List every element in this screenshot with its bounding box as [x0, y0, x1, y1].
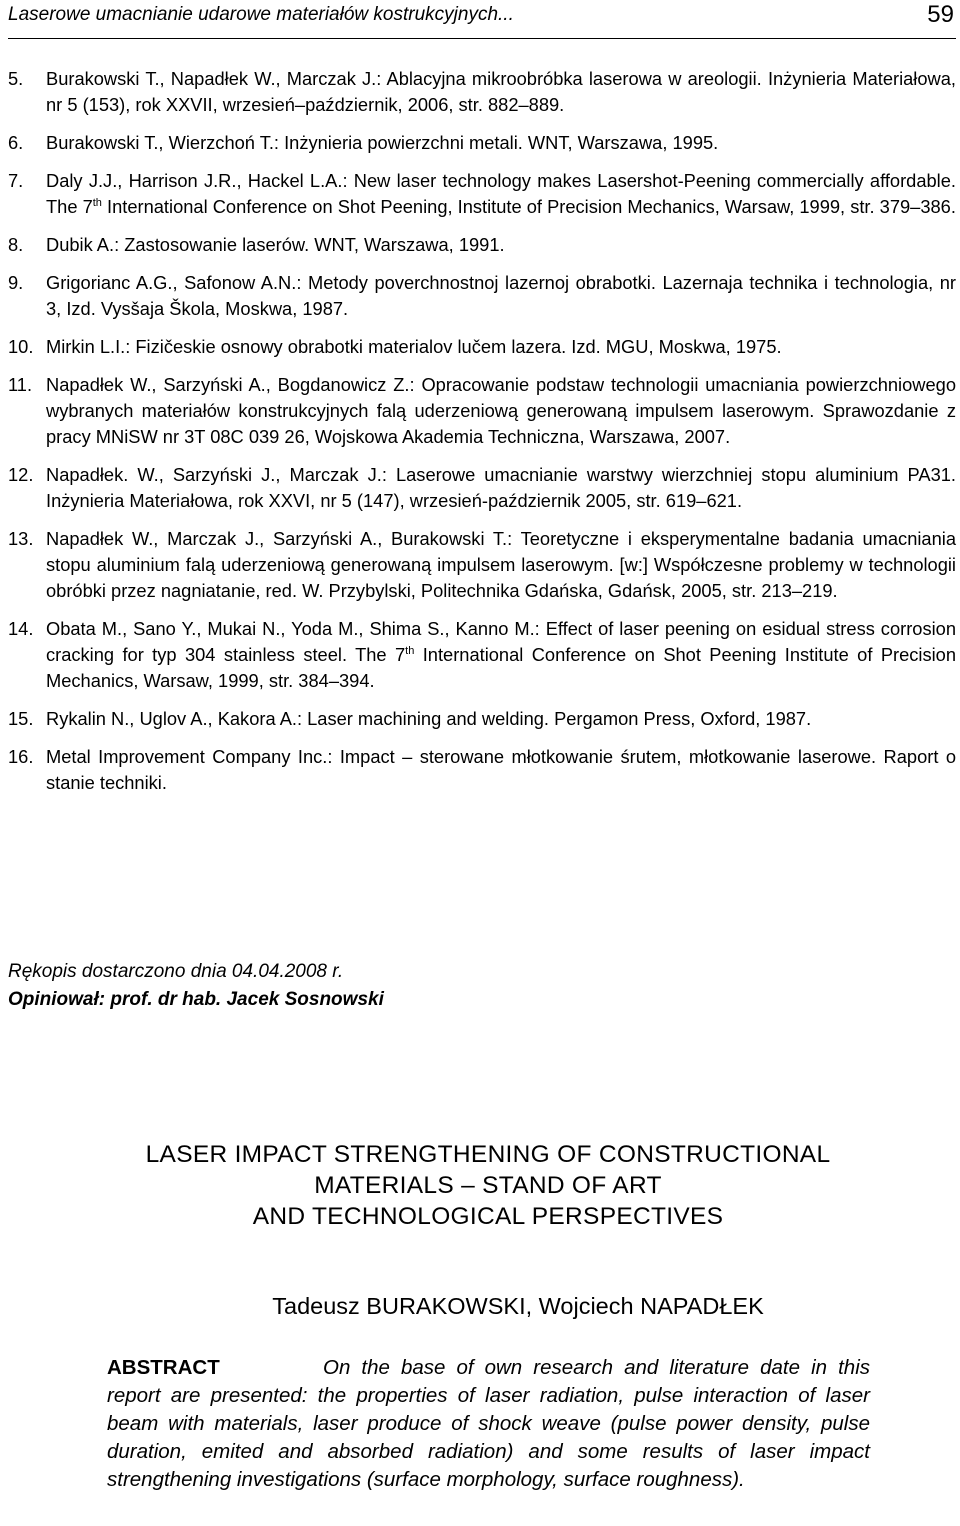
reference-item: [8, 706, 956, 732]
reference-number: 6.: [8, 132, 24, 153]
reference-text: Burakowski T., Wierzchoń T.: Inżynieria powierzchni metali. WNT, Warszawa, 1995.: [46, 132, 719, 153]
title-line: LASER IMPACT STRENGTHENING OF CONSTRUCTIONAL: [145, 1141, 831, 1168]
reference-number: 8.: [8, 234, 24, 255]
reference-text-part: Daly J.J., Harrison J.R., Hackel L.A.: New laser technology makes Lasershot-Peening commercially affordable. The 7: [46, 170, 956, 217]
reference-item: [8, 372, 956, 450]
reference-text: [46, 616, 956, 694]
reference-text: Napadłek. W., Sarzyński J., Marczak J.: Laserowe umacnianie warstwy wierzchniej stopu aluminium PA31. Inżynieria Materiałowa, rok XXVI, nr 5 (147), wrzesień-październik 2005, str. 619–621.: [46, 464, 956, 511]
reference-text: Metal Improvement Company Inc.: Impact – sterowane młotkowanie śrutem, młotkowanie laserowe. Raport o stanie techniki.: [46, 746, 956, 793]
title-line: MATERIALS – STAND OF ART: [314, 1172, 662, 1199]
abstract: [107, 1354, 870, 1494]
abstract-text: On the base of own research and literature date in this report are presented: the properties of laser radiation, pulse interaction of laser beam with materials, laser produce of shock weave (pulse power density, pulse duration, emited and absorbed radiation) and some results of laser impact strengthening investigations (surface morphology, surface roughness).: [107, 1356, 870, 1491]
reviewer: Opiniował: prof. dr hab. Jacek Sosnowski: [8, 989, 384, 1010]
reference-number: 10.: [8, 336, 34, 357]
reference-item: [8, 270, 956, 322]
running-header: [8, 0, 956, 39]
english-title: [0, 1139, 960, 1232]
reference-item: [8, 334, 956, 360]
reference-item: [8, 130, 956, 156]
reference-number: 7.: [8, 170, 24, 191]
reference-text: Napadłek W., Marczak J., Sarzyński A., Burakowski T.: Teoretyczne i eksperymentalne badania umacniania stopu aluminium falą uderzeniową generowaną impulsem laserowym. [w:] Współczesne problemy w technologii obróbki przez nagniatanie, red. W. Przybylski, Politechnika Gdańska, Gdańsk, 2005, str. 213–219.: [46, 528, 956, 601]
running-title: Laserowe umacnianie udarowe materiałów kostrukcyjnych...: [8, 4, 514, 25]
ordinal-superscript: th: [405, 644, 415, 657]
reference-item: [8, 526, 956, 604]
page-number: 59: [927, 1, 954, 28]
received-date: Rękopis dostarczono dnia 04.04.2008 r.: [8, 961, 344, 982]
reference-item: [8, 462, 956, 514]
reference-number: 11.: [8, 374, 33, 395]
reference-text: Grigorianc A.G., Safonow A.N.: Metody poverchnostnoj lazernoj obrabotki. Lazernaja technika i technologia, nr 3, Izd. Vysšaja Škola, Moskwa, 1987.: [46, 272, 956, 319]
reference-text: [46, 168, 956, 220]
reference-text-part: Obata M., Sano Y., Mukai N., Yoda M., Shima S., Kanno M.: Effect of laser peening on esidual stress corrosion cracking for typ 304 stainless steel. The 7: [46, 618, 956, 665]
reference-number: 15.: [8, 708, 34, 729]
reference-item: [8, 744, 956, 796]
reference-number: 13.: [8, 528, 34, 549]
reference-item: [8, 616, 956, 694]
reference-text: Rykalin N., Uglov A., Kakora A.: Laser machining and welding. Pergamon Press, Oxford, 1987.: [46, 708, 812, 729]
reference-number: 16.: [8, 746, 34, 767]
reference-number: 14.: [8, 618, 34, 639]
abstract-label: ABSTRACT: [107, 1356, 220, 1379]
reference-item: [8, 168, 956, 220]
reference-list: [8, 66, 956, 808]
reference-number: 5.: [8, 68, 24, 89]
reference-text-part: International Conference on Shot Peening Institute of Precision Mechanics, Warsaw, 1999, str. 384–394.: [46, 644, 957, 691]
reference-number: 9.: [8, 272, 24, 293]
ordinal-superscript: th: [92, 196, 102, 209]
reference-text: Napadłek W., Sarzyński A., Bogdanowicz Z.: Opracowanie podstaw technologii umacniania powierzchniowego wybranych materiałów konstrukcyjnych falą uderzeniową generowaną impulsem laserowym. Sprawozdanie z pracy MNiSW nr 3T 08C 039 26, Wojskowa Akademia Techniczna, Warszawa, 2007.: [46, 374, 956, 447]
reference-text: Burakowski T., Napadłek W., Marczak J.: Ablacyjna mikroobróbka laserowa w areologii. Inżynieria Materiałowa, nr 5 (153), rok XXVII, wrzesień–październik, 2006, str. 882–889.: [46, 68, 956, 115]
reference-item: [8, 66, 956, 118]
reference-text: Dubik A.: Zastosowanie laserów. WNT, Warszawa, 1991.: [46, 234, 505, 255]
reference-text: Mirkin L.I.: Fizičeskie osnowy obrabotki materialov lučem lazera. Izd. MGU, Moskwa, 1975.: [46, 336, 782, 357]
authors: Tadeusz BURAKOWSKI, Wojciech NAPADŁEK: [272, 1293, 764, 1319]
reference-number: 12.: [8, 464, 34, 485]
title-line: AND TECHNOLOGICAL PERSPECTIVES: [252, 1203, 724, 1230]
reference-item: [8, 232, 956, 258]
reference-text-part: International Conference on Shot Peening, Institute of Precision Mechanics, Warsaw, 1999, str. 379–386.: [101, 196, 956, 217]
manuscript-info: [8, 958, 384, 1014]
